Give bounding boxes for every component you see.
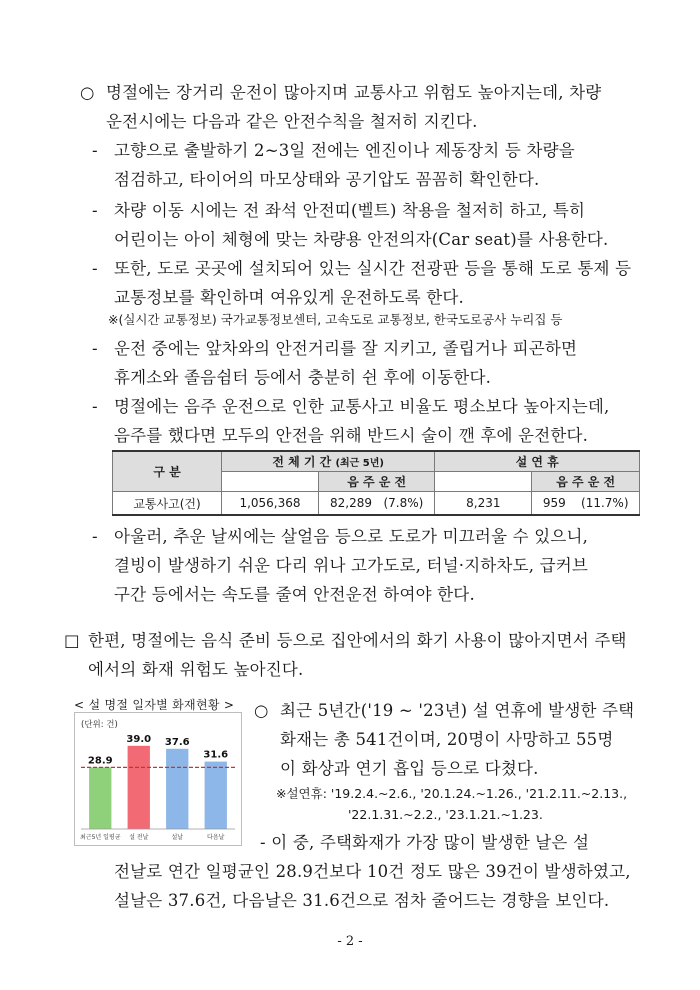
dash-bullet: - — [92, 201, 98, 220]
table-header-drunk-all: 음 주 운 전 — [319, 472, 435, 492]
fire-bar-chart — [74, 712, 242, 846]
dash-item-traffic-info — [92, 254, 682, 312]
dash-bullet: - — [92, 397, 98, 416]
dash-bullet: - — [92, 259, 98, 278]
para-line: 결빙이 발생하기 쉬운 다리 위나 고가도로, 터널·지하차도, 급커브 — [114, 556, 589, 575]
bar-0 — [89, 767, 111, 829]
para-line: 이 화상과 연기 흡입 등으로 다쳤다. — [280, 759, 539, 778]
bar-value-label-1: 39.0 — [126, 733, 152, 745]
dash-item-fire-peak — [92, 828, 692, 915]
table-row — [113, 492, 640, 516]
cell-holiday-drunk — [532, 492, 640, 516]
dash-item-vehicle-check — [92, 136, 682, 194]
cell-all-drunk — [319, 492, 435, 516]
dash-bullet: - — [92, 141, 98, 160]
para-line: 화재는 총 541건이며, 20명이 사망하고 55명 — [280, 730, 614, 749]
para-line: 구간 등에서는 속도를 줄여 안전운전 하여야 한다. — [114, 585, 475, 604]
para-line: 어린이는 아이 체형에 맞는 차량용 안전의자(Car seat)를 사용한다. — [114, 230, 609, 249]
para-line: 최근 5년간('19 ~ '23년) 설 연휴에 발생한 주택 — [280, 701, 635, 720]
square-bullet-icon: □ — [64, 631, 80, 650]
para-line: 교통정보를 확인하며 여유있게 운전하도록 한다. — [114, 288, 465, 307]
para-line: 또한, 도로 곳곳에 설치되어 있는 실시간 전광판 등을 통해 도로 통제 등 — [114, 259, 632, 278]
category-label-0: 최근5년 일평균 — [79, 834, 121, 841]
dash-item-icy-roads — [92, 522, 682, 609]
para-line: 차량 이동 시에는 전 좌석 안전띠(벨트) 착용을 철저히 하고, 특히 — [114, 201, 586, 220]
traffic-info-note: ※(실시간 교통정보) 국가교통정보센터, 고속도로 교통정보, 한국도로공사 누리집 등 — [108, 312, 563, 327]
category-label-2: 설날 — [171, 834, 184, 841]
chart-unit-label: (단위: 건) — [81, 720, 118, 730]
row-label: 교통사고(건) — [113, 492, 222, 516]
header-all-period-label: 전 체 기 간 — [272, 455, 332, 469]
bar-value-label-3: 31.6 — [203, 749, 229, 761]
para-line: 점검하고, 타이어의 마모상태와 공기압도 꼼꼼히 확인한다. — [114, 170, 540, 189]
bar-2 — [166, 749, 188, 829]
dash-item-safe-distance — [92, 334, 682, 392]
section-fire-risk — [64, 626, 684, 684]
para-line: 명절에는 장거리 운전이 많아지며 교통사고 위험도 높아지는데, 차량 — [106, 83, 602, 102]
dash-bullet: - — [92, 527, 98, 546]
para-line: 아울러, 추운 날씨에는 살얼음 등으로 도로가 미끄러울 수 있으니, — [114, 527, 589, 546]
para-line: 운전시에는 다음과 같은 안전수칙을 철저히 지킨다. — [106, 112, 478, 131]
table-header-blank — [222, 472, 319, 492]
dash-bullet: - — [260, 833, 266, 852]
cell-holiday-drunk-count: 959 — [542, 496, 566, 510]
chart-svg — [75, 713, 241, 845]
cell-all-total: 1,056,368 — [222, 492, 319, 516]
category-label-3: 다음날 — [207, 834, 225, 841]
para-line-text: 이 중, 주택화재가 가장 많이 발생한 날은 설 — [271, 833, 590, 852]
table-header-blank — [435, 472, 532, 492]
circle-bullet-icon: ○ — [80, 83, 95, 102]
para-line: 에서의 화재 위험도 높아진다. — [88, 660, 304, 679]
cell-holiday-drunk-pct: (11.7%) — [581, 496, 629, 510]
para-line: 전날로 연간 일평균인 28.9건보다 10건 정도 많은 39건이 발생하였고, — [114, 862, 631, 881]
dash-item-drunk-driving — [92, 392, 682, 450]
cell-all-drunk-count: 82,289 — [330, 496, 373, 510]
para-line — [92, 828, 692, 857]
bar-3 — [205, 762, 227, 829]
category-label-1: 설 전날 — [129, 834, 149, 841]
table-header-drunk-holiday: 음 주 운 전 — [532, 472, 640, 492]
drunk-driving-table — [112, 450, 640, 516]
dash-item-seatbelt — [92, 196, 682, 254]
para-line: 고향으로 출발하기 2~3일 전에는 엔진이나 제동장치 등 차량을 — [114, 141, 575, 160]
table-header-all-period — [222, 451, 435, 472]
para-line: 설날은 37.6건, 다음날은 31.6건으로 점차 줄어드는 경향을 보인다. — [114, 891, 610, 910]
bar-value-label-0: 28.9 — [87, 755, 113, 767]
para-line: 한편, 명절에는 음식 준비 등으로 집안에서의 화기 사용이 많아지면서 주택 — [88, 631, 627, 650]
dash-bullet: - — [92, 339, 98, 358]
holiday-dates-note — [276, 783, 686, 825]
note-line: ※설연휴: '19.2.4.~2.6., '20.1.24.~1.26., '21.2.11.~2.13., — [276, 786, 628, 801]
bullet-fire-stats — [254, 696, 684, 783]
note-line: '22.1.31.~2.2., '23.1.21.~1.23. — [348, 807, 543, 822]
para-line: 운전 중에는 앞차와의 안전거리를 잘 지키고, 졸립거나 피곤하면 — [114, 339, 578, 358]
para-line: 휴게소와 졸음쉼터 등에서 충분히 쉰 후에 이동한다. — [114, 368, 492, 387]
table-header-category: 구 분 — [113, 451, 222, 492]
bar-1 — [128, 746, 150, 829]
cell-all-drunk-pct: (7.8%) — [383, 496, 424, 510]
para-line: 명절에는 음주 운전으로 인한 교통사고 비율도 평소보다 높아지는데, — [114, 397, 610, 416]
bullet-circle-parking — [80, 78, 680, 136]
para-line: 음주를 했다면 모두의 안전을 위해 반드시 술이 깬 후에 운전한다. — [114, 426, 589, 445]
bar-value-label-2: 37.6 — [164, 736, 190, 748]
header-all-period-note: (최근 5년) — [335, 458, 384, 469]
page-number: - 2 - — [337, 934, 363, 949]
circle-bullet-icon: ○ — [254, 701, 269, 720]
table-header-holiday: 설 연 휴 — [435, 451, 640, 472]
cell-holiday-total: 8,231 — [435, 492, 532, 516]
chart-title: < 설 명절 일자별 화재현황 > — [74, 698, 235, 712]
